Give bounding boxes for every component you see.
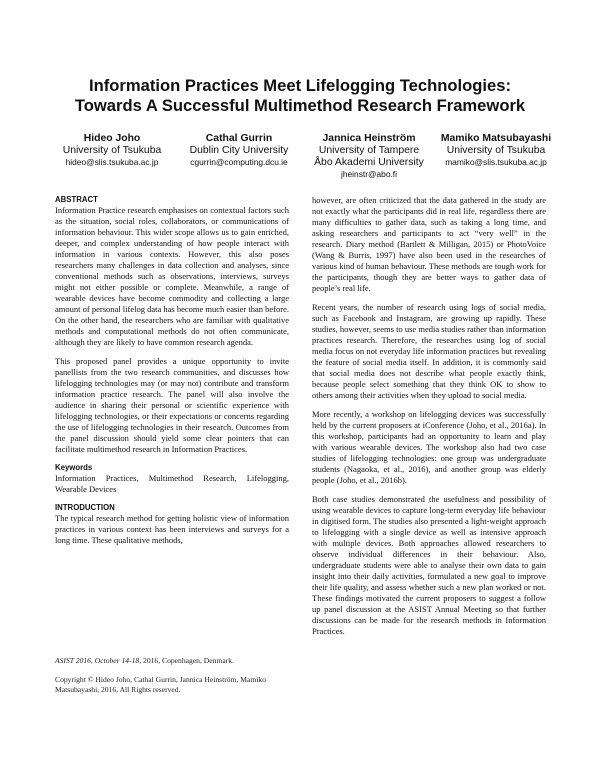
body-paragraph-4: Both case studies demonstrated the usefulness and possibility of using wearable devices to capture long-term everyday life behaviour in digitised form. The studies also presented a light-weight approach to lifelogging with a single device as well as intensive approach with multiple devices. Both approaches allowed researchers to observe individual differences in their behaviour. Also, undergraduate students were able to analyse their own data to gain insight into their daily activities, formulated a new goal to improve their life quality, and assess whether such a new plan worked or not. These findings motivated the current proposers to suggest a follow up panel discussion at the ASIST Annual Meeting so that further discussions can be made for the research methods in Information Practices. — [312, 494, 546, 636]
author-1 — [52, 133, 172, 168]
abstract-paragraph-2: This proposed panel provides a unique opportunity to invite panellists from the two research communities, and discusses how lifelogging technologies may (or may not) contribute and transform information practice research. The panel will also involve the audience in sharing their personal or scientific experience with lifelogging technologies, or their expectations or concerns regarding the use of lifelogging technologies in their research. Outcomes from the panel discussion should yield some clear pointers that can facilitate multimethod research in Information Practices. — [55, 356, 289, 454]
author-email: cgurrin@computing.dcu.ie — [190, 157, 288, 167]
title-line-2: Towards A Successful Multimethod Research Framework — [74, 96, 526, 115]
author-name: Mamiko Matsubayashi — [440, 133, 552, 144]
author-email: mamiko@slis.tsukuba.ac.jp — [445, 157, 547, 167]
author-2 — [176, 133, 302, 168]
author-affiliation: University of Tsukuba — [446, 145, 546, 156]
abstract-heading: ABSTRACT — [55, 195, 98, 204]
conference-italic: ASIST 2016, October 14-18, — [55, 656, 142, 665]
author-affiliation: University of Tampere — [318, 145, 420, 156]
author-email: hideo@slis.tsukuba.ac.jp — [65, 157, 159, 167]
paper-title — [40, 76, 560, 116]
author-affiliation: University of Tsukuba — [62, 145, 162, 156]
introduction-paragraph-1: The typical research method for getting holistic view of information practices in various context has been interviews and surveys for a long time. These qualitative methods, — [55, 513, 289, 545]
author-name: Cathal Gurrin — [205, 133, 273, 144]
body-paragraph-3: More recently, a workshop on lifelogging devices was successfully held by the current proposers at iConference (Joho, et al., 2016a). In this workshop, participants had an opportunity to learn and play with various wearable devices. The workshop also had two case studies of lifelogging technologies: one group was undergraduate students (Nagaoka, et al., 2016), and another group was elderly people (Joho, et al., 2016b). — [312, 409, 546, 485]
author-block — [0, 133, 600, 183]
body-paragraph-1: however, are often criticized that the data gathered in the study are not exactly what the participants did in real life, regardless there are many difficulties to gather data, such as taking a long time, and asking researchers and participants to act “very well” in the research. Diary method (Bartlett & Milligan, 2015) or PhotoVoice (Wang & Burris, 1997) have also been used in the researches of various kind of human behaviour. These methods are tough work for the participants, though they are better ways to gather data of people’s real life. — [312, 195, 546, 293]
conference-line — [55, 656, 289, 666]
body-paragraph-2: Recent years, the number of research using logs of social media, such as Facebook and Instagram, are growing up rapidly. These studies, however, seems to use media studies rather than information practices research. Therefore, the researches using log of social media focus on not everyday life information practices but revealing the feature of social media itself. In addition, it is commonly said that social media does not describe what people exactly think, because people select something that they think OK to show to others among their activities when they upload to social media. — [312, 302, 546, 400]
author-affiliation: Dublin City University — [189, 145, 289, 156]
author-email: jheinstr@abo.fi — [341, 169, 397, 179]
keywords-text: Information Practices, Multimethod Research, Lifelogging, Wearable Devices — [55, 473, 289, 494]
left-column — [55, 195, 289, 546]
page-footer — [55, 656, 289, 695]
author-affiliation-2: Åbo Akademi University — [314, 157, 424, 168]
conference-rest: 2016, Copenhagen, Denmark. — [141, 656, 234, 665]
right-column — [312, 195, 546, 637]
author-3 — [306, 133, 432, 180]
author-name: Jannica Heinström — [322, 133, 416, 144]
author-4 — [432, 133, 560, 168]
introduction-heading: INTRODUCTION — [55, 503, 115, 512]
author-name: Hideo Joho — [83, 133, 141, 144]
keywords-heading: Keywords — [55, 463, 93, 472]
title-line-1: Information Practices Meet Lifelogging Technologies: — [89, 76, 511, 95]
copyright-notice: Copyright © Hideo Joho, Cathal Gurrin, Jannica Heinström, Mamiko Matsubayashi, 2016, All Rights reserved. — [55, 675, 266, 694]
abstract-paragraph-1: Information Practice research emphasises on contextual factors such as the situation, social roles, collaborators, or communications of information behaviour. This wider scope allows us to gain enriched, deeper, and complex understanding of how people interact with information in various contexts. However, this also poses researchers many challenges in data collection and analyses, since conventional methods such as observations, interviews, surveys might not either possible or complete. Meanwhile, a range of wearable devices have become commodity and collecting a large amount of personal lifelog data has become much easier than before. On the other hand, the researchers who are familiar with qualitative methods and computational methods do not often communicate, although they are likely to have common research agenda. — [55, 205, 289, 347]
